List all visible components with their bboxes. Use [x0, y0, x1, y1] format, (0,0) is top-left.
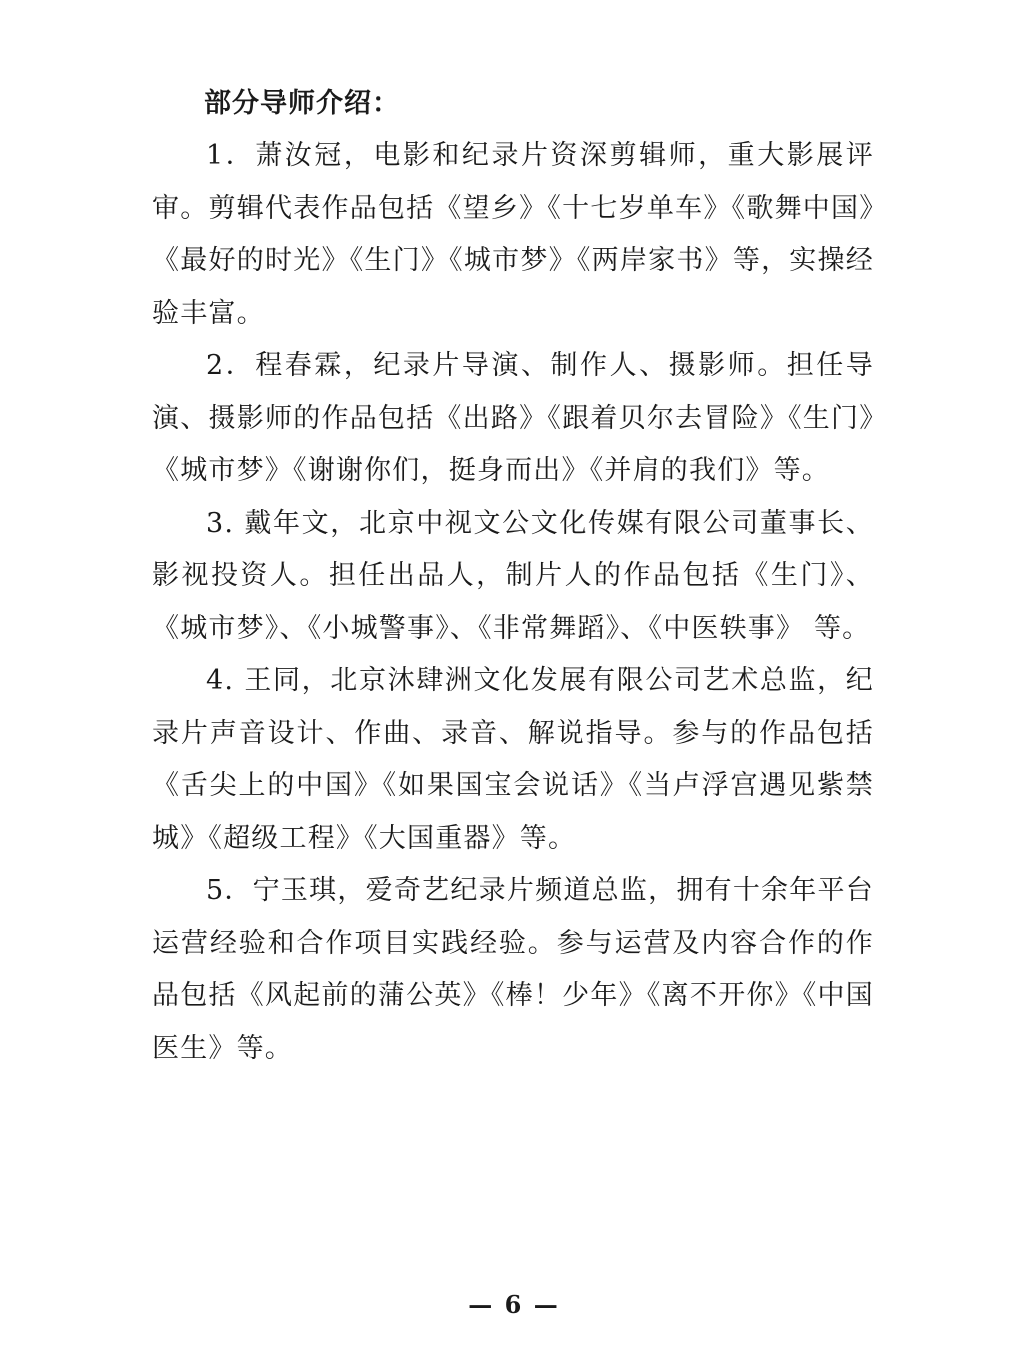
mentor-paragraph-1: 1．萧汝冠，电影和纪录片资深剪辑师，重大影展评审。剪辑代表作品包括《望乡》《十七岁单车》《歌舞中国》《最好的时光》《生门》《城市梦》《两岸家书》等，实操经验丰富。: [152, 140, 874, 329]
mentor-paragraph-3: 3. 戴年文，北京中视文公文化传媒有限公司董事长、影视投资人。担任出品人，制片人的作品包括《生门》、《城市梦》、《小城警事》、《非常舞蹈》、《中医轶事》 等。: [152, 507, 874, 644]
page-number: — 6 —: [468, 1290, 560, 1319]
document-body: [152, 78, 874, 1075]
mentor-paragraph-2: 2．程春霖，纪录片导演、制作人、摄影师。担任导演、摄影师的作品包括《出路》《跟着贝尔去冒险》《生门》《城市梦》《谢谢你们，挺身而出》《并肩的我们》等。: [152, 350, 874, 486]
section-heading: 部分导师介绍：: [204, 88, 400, 119]
mentor-paragraph-4: 4. 王同，北京沐肆洲文化发展有限公司艺术总监，纪录片声音设计、作曲、录音、解说指导。参与的作品包括《舌尖上的中国》《如果国宝会说话》《当卢浮宫遇见紫禁城》《超级工程》《大国重器》等。: [152, 665, 874, 854]
mentor-paragraph-5: 5．宁玉琪，爱奇艺纪录片频道总监，拥有十余年平台运营经验和合作项目实践经验。参与运营及内容合作的作品包括《风起前的蒲公英》《棒！少年》《离不开你》《中国医生》等。: [152, 875, 874, 1064]
